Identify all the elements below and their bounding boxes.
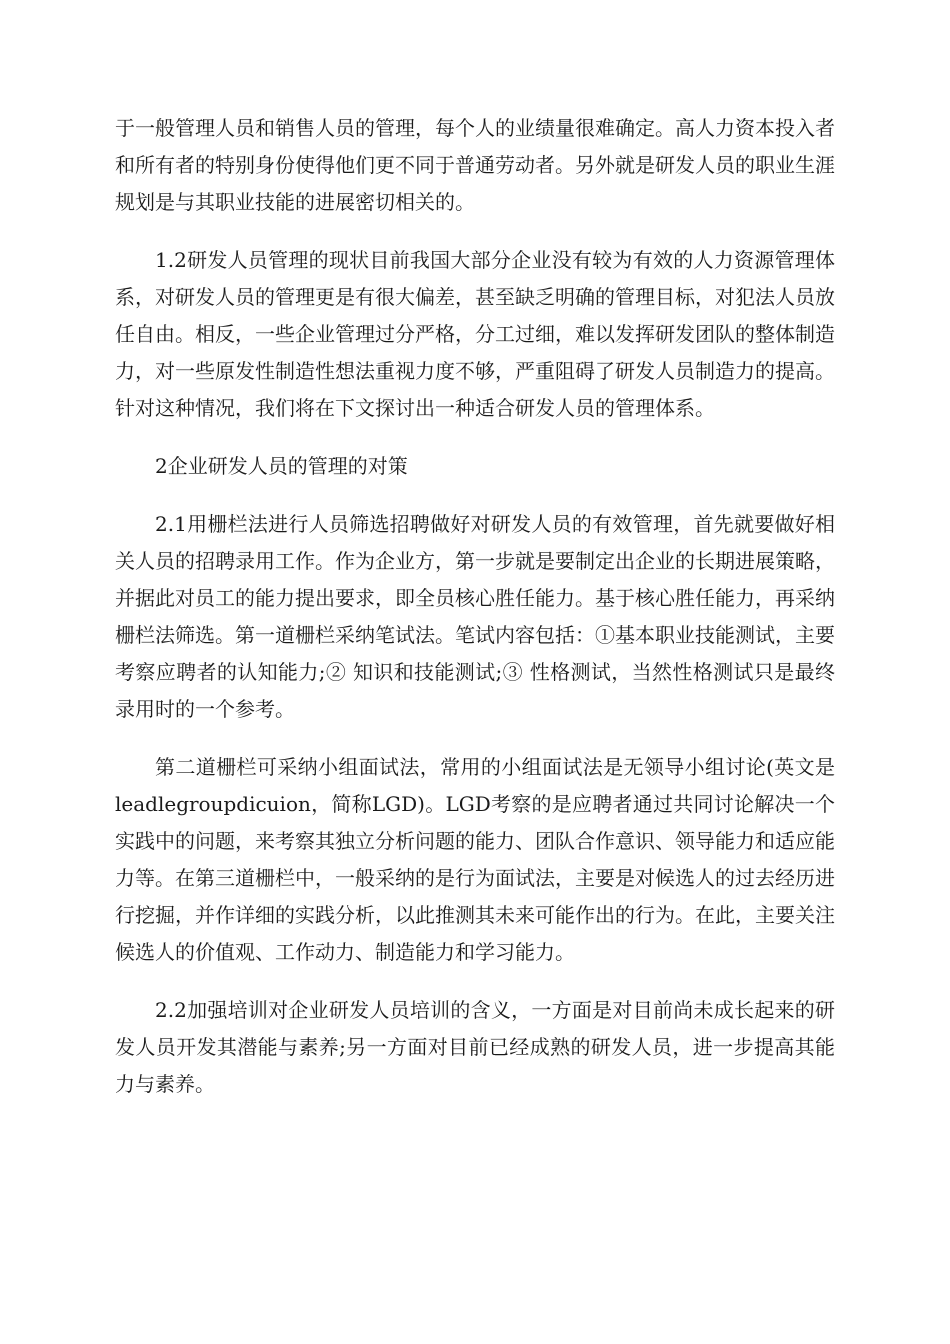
paragraph-5: 2.2加强培训对企业研发人员培训的含义，一方面是对目前尚未成长起来的研发人员开发其潜能与素养;另一方面对目前已经成熟的研发人员，进一步提高其能力与素养。 xyxy=(115,998,835,1096)
paragraph-1: 于一般管理人员和销售人员的管理，每个人的业绩量很难确定。高人力资本投入者和所有者的特别身份使得他们更不同于普通劳动者。另外就是研发人员的职业生涯规划是与其职业技能的进展密切相关的。 xyxy=(115,116,835,214)
paragraph-4: 第二道栅栏可采纳小组面试法，常用的小组面试法是无领导小组讨论(英文是leadlegroupdicuion，简称LGD)。LGD考察的是应聘者通过共同讨论解决一个实践中的问题，来考察其独立分析问题的能力、团队合作意识、领导能力和适应能力等。在第三道栅栏中，一般采纳的是行为面试法，主要是对候选人的过去经历进行挖掘，并作详细的实践分析，以此推测其未来可能作出的行为。在此，主要关注候选人的价值观、工作动力、制造能力和学习能力。 xyxy=(115,755,835,964)
paragraph-3: 2.1用栅栏法进行人员筛选招聘做好对研发人员的有效管理，首先就要做好相关人员的招聘录用工作。作为企业方，第一步就是要制定出企业的长期进展策略，并据此对员工的能力提出要求，即全员核心胜任能力。基于核心胜任能力，再采纳栅栏法筛选。第一道栅栏采纳笔试法。笔试内容包括：①基本职业技能测试，主要考察应聘者的认知能力;② 知识和技能测试;③ 性格测试，当然性格测试只是最终录用时的一个参考。 xyxy=(115,512,835,721)
section-heading: 2企业研发人员的管理的对策 xyxy=(155,454,408,478)
paragraph-2: 1.2研发人员管理的现状目前我国大部分企业没有较为有效的人力资源管理体系，对研发人员的管理更是有很大偏差，甚至缺乏明确的管理目标，对犯法人员放任自由。相反，一些企业管理过分严格，分工过细，难以发挥研发团队的整体制造力，对一些原发性制造性想法重视力度不够，严重阻碍了研发人员制造力的提高。针对这种情况，我们将在下文探讨出一种适合研发人员的管理体系。 xyxy=(115,248,835,420)
document-page xyxy=(115,110,835,1124)
